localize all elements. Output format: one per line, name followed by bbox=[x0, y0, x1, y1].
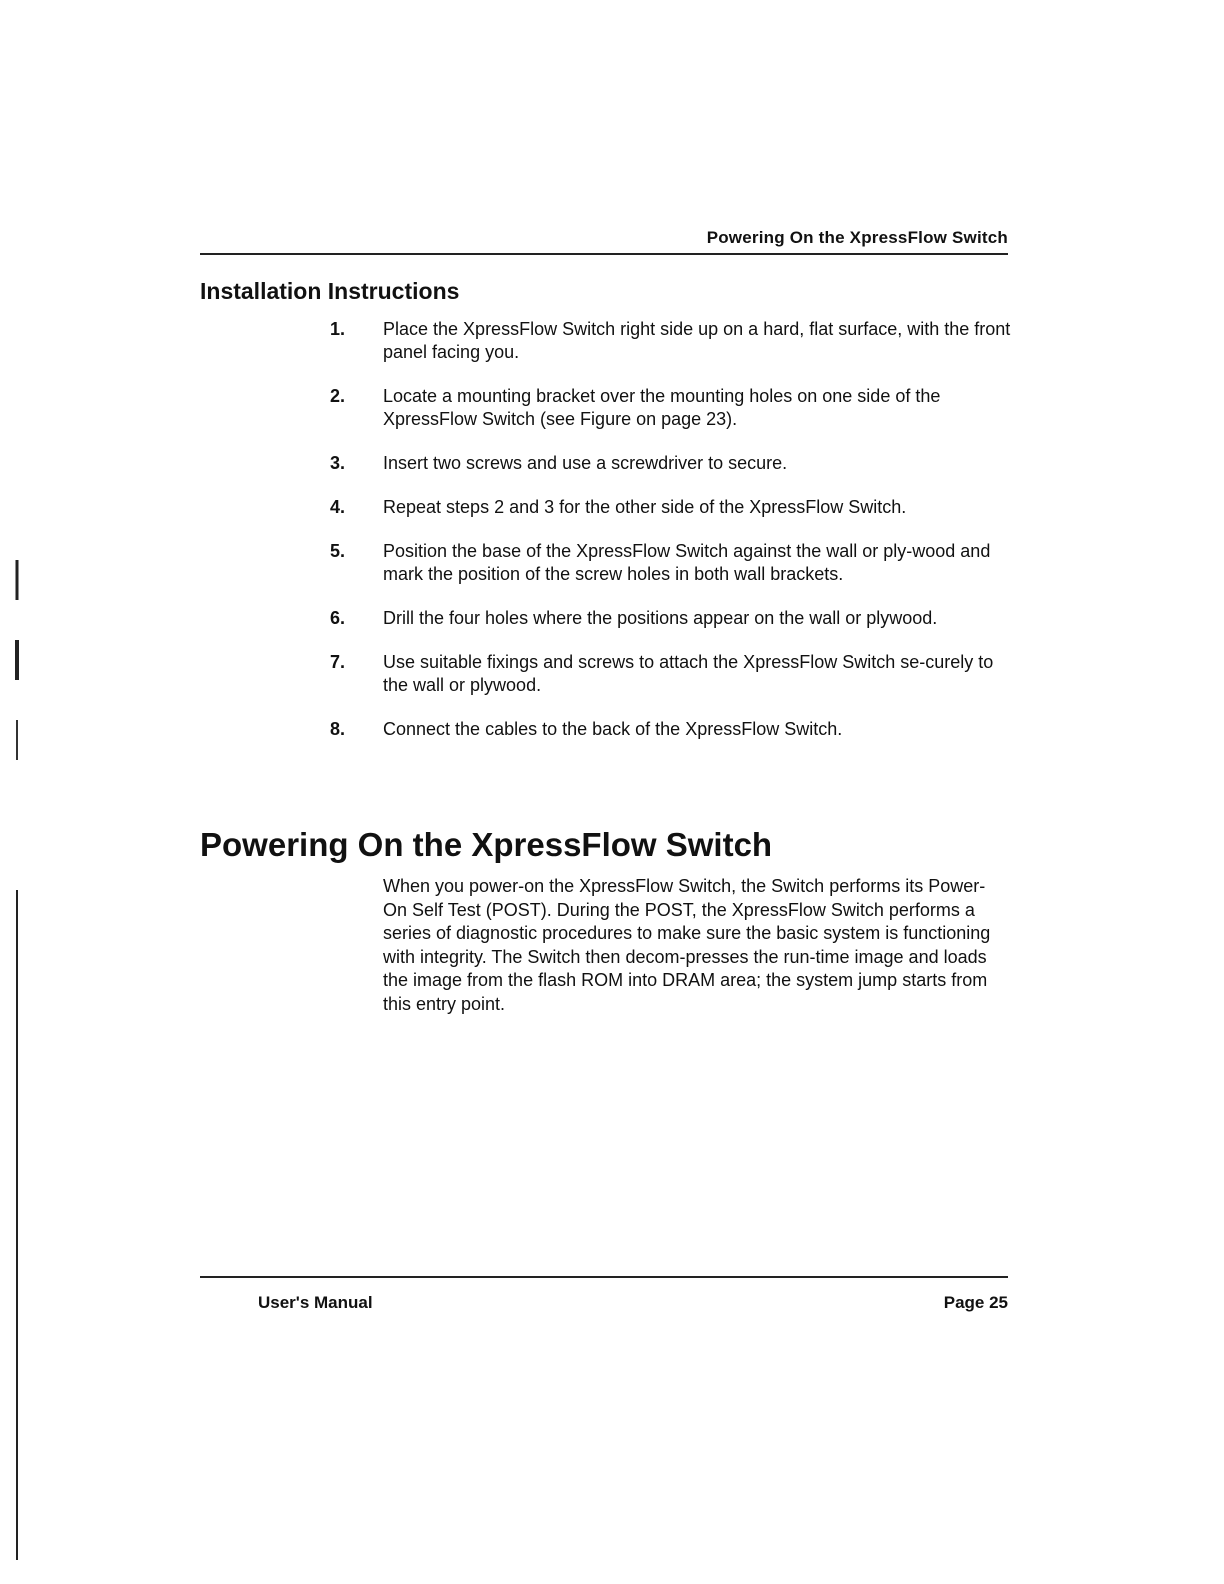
footer-manual-label: User's Manual bbox=[258, 1293, 373, 1312]
step-number: 3. bbox=[330, 453, 346, 473]
powering-on-paragraph: When you power-on the XpressFlow Switch, the Switch performs its Power-On Self Test (POST). During the POST, the XpressFlow Switch performs a series of diagnostic procedures to make sure the basic system is functioning with integrity. The Switch then decom-presses the run-time image and loads the image from the flash ROM into DRAM area; the system jump starts from this entry point. bbox=[383, 876, 991, 1014]
list-item bbox=[330, 318, 1020, 364]
step-number: 6. bbox=[330, 608, 346, 628]
list-item bbox=[330, 496, 1020, 519]
step-number: 5. bbox=[330, 541, 346, 561]
list-item bbox=[330, 651, 1020, 697]
scan-binding-edge bbox=[14, 560, 20, 1560]
step-number: 4. bbox=[330, 497, 346, 517]
step-number: 2. bbox=[330, 386, 346, 406]
step-text: Use suitable fixings and screws to attach the XpressFlow Switch se-curely to the wall or plywood. bbox=[383, 652, 994, 695]
section-heading-installation: Installation Instructions bbox=[200, 278, 460, 304]
list-item bbox=[330, 540, 1020, 586]
section-heading-powering-on: Powering On the XpressFlow Switch bbox=[200, 826, 773, 863]
running-header: Powering On the XpressFlow Switch bbox=[706, 228, 1008, 247]
list-item bbox=[330, 607, 1020, 630]
step-text: Insert two screws and use a screwdriver to secure. bbox=[383, 453, 788, 473]
step-number: 7. bbox=[330, 652, 346, 672]
step-number: 8. bbox=[330, 719, 346, 739]
step-text: Repeat steps 2 and 3 for the other side of the XpressFlow Switch. bbox=[383, 497, 907, 517]
step-number: 1. bbox=[330, 319, 346, 339]
header-rule bbox=[200, 253, 1008, 255]
footer-page-number: Page 25 bbox=[943, 1293, 1008, 1312]
list-item bbox=[330, 718, 1020, 741]
list-item bbox=[330, 452, 1020, 475]
step-text: Locate a mounting bracket over the mounting holes on one side of the XpressFlow Switch (see Figure on page 23). bbox=[383, 386, 941, 429]
step-text: Drill the four holes where the positions appear on the wall or plywood. bbox=[383, 608, 938, 628]
installation-steps-list bbox=[330, 318, 1020, 762]
footer-rule bbox=[200, 1276, 1008, 1278]
step-text: Connect the cables to the back of the XpressFlow Switch. bbox=[383, 719, 843, 739]
step-text: Position the base of the XpressFlow Switch against the wall or ply-wood and mark the position of the screw holes in both wall brackets. bbox=[383, 541, 991, 584]
list-item bbox=[330, 385, 1020, 431]
step-text: Place the XpressFlow Switch right side up on a hard, flat surface, with the front panel facing you. bbox=[383, 319, 1011, 362]
